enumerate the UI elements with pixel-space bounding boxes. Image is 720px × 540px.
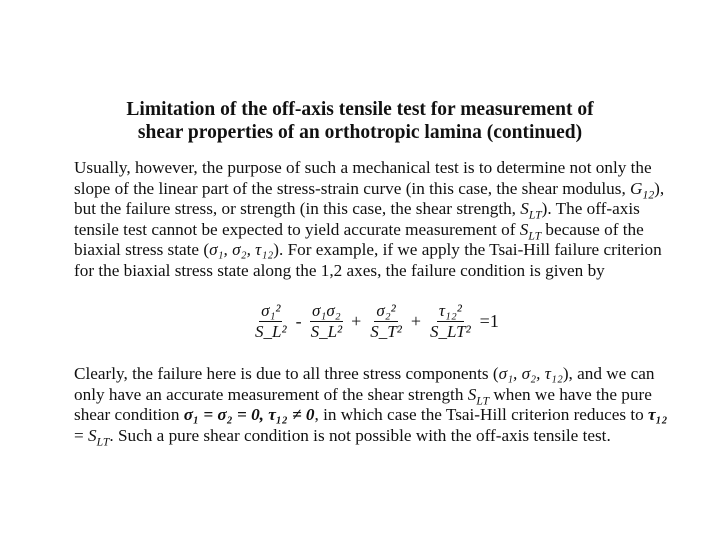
tsai-hill-equation bbox=[250, 298, 503, 344]
pure-shear-condition: σ₁ = σ₂ = 0, τ₁₂ ≠ 0 bbox=[183, 405, 315, 425]
title-line-1: Limitation of the off-axis tensile test for measurement of bbox=[126, 99, 594, 120]
equation-rhs: =1 bbox=[479, 310, 499, 331]
title-line-2: shear properties of an orthotropic lamina (continued) bbox=[137, 122, 583, 143]
op-plus-1: + bbox=[351, 310, 362, 331]
reduction-rhs: $S_{LT}$ bbox=[88, 425, 110, 449]
paragraph-conclusion bbox=[74, 364, 674, 449]
symbol-slt-2: $S_{LT}$ bbox=[519, 219, 542, 243]
term-4: $\frac{\text{τ₁₂²}}{\text{S\_LT²}}$ bbox=[430, 300, 471, 341]
slide-title bbox=[0, 98, 720, 144]
term-1: $\frac{\text{σ₁²}}{\text{S\_L²}}$ bbox=[255, 300, 287, 341]
term-2: $\frac{\text{σ₁σ₂}}{\text{S\_L²}}$ bbox=[310, 300, 343, 341]
paragraph-intro bbox=[74, 158, 674, 282]
p1-text-e: ). For example, if we apply the Tsai-Hill failure criterion for the biaxial stress state along the 1,2 axes, the failure condition is given by bbox=[74, 240, 662, 280]
symbol-g12: $G_{12}$ bbox=[630, 178, 655, 202]
symbol-slt: $S_{LT}$ bbox=[520, 199, 542, 222]
op-minus: - bbox=[295, 310, 302, 331]
p2-text-e: . Such a pure shear condition is not possible with the off-axis tensile test. bbox=[109, 425, 611, 445]
reduction-eq: = bbox=[74, 425, 88, 445]
stress-state-2: σ₁, σ₂, τ₁₂ bbox=[498, 364, 563, 383]
p1-text-a: Usually, however, the purpose of such a mechanical test is to determine not only the slope of the linear part of the stress-strain curve (in this case, the shear modulus, bbox=[74, 158, 652, 198]
term-3: $\frac{\text{σ₂²}}{\text{S\_T²}}$ bbox=[370, 300, 402, 341]
p2-text-a: Clearly, the failure here is due to all three stress components ( bbox=[74, 364, 499, 383]
p1-text-b: ), but the failure stress, or strength (in this case, the shear strength, bbox=[74, 178, 665, 219]
p2-text-d: , in which case the Tsai-Hill criterion reduces to bbox=[314, 405, 649, 425]
stress-state-1: σ₁, σ₂, τ₁₂ bbox=[209, 240, 274, 260]
p2-text-c: when we have the pure shear condition bbox=[74, 384, 652, 425]
p1-text-c: ). The off-axis tensile test cannot be expected to yield accurate measurement of bbox=[74, 199, 640, 239]
op-plus-2: + bbox=[410, 310, 421, 331]
p1-text-d: because of the biaxial stress state ( bbox=[74, 219, 644, 260]
reduction-lhs: τ₁₂ bbox=[648, 405, 668, 425]
p2-text-b: ), and we can only have an accurate measurement of the shear strength bbox=[74, 364, 655, 404]
symbol-slt-3: $S_{LT}$ bbox=[467, 384, 490, 408]
